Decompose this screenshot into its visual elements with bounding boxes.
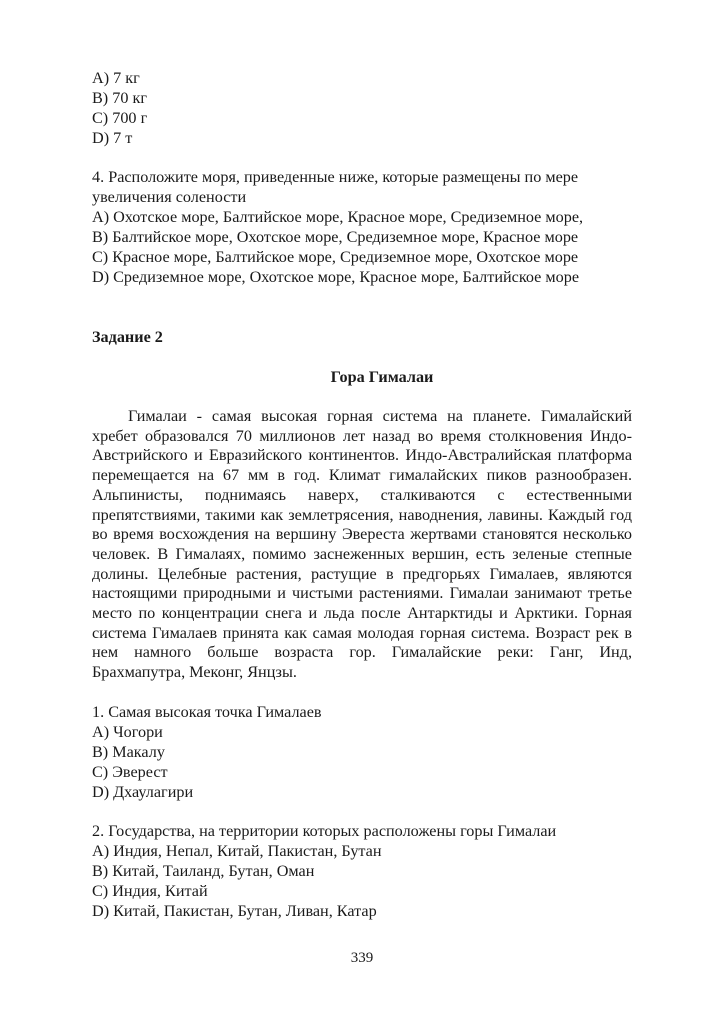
answer-option-a: A) Чогори <box>92 722 163 741</box>
answer-option-c: C) Индия, Китай <box>92 881 208 900</box>
answer-option-d: D) Средиземное море, Охотское море, Красное море, Балтийское море <box>92 268 580 286</box>
answer-option-d: D) Дхаулагири <box>92 782 194 801</box>
question-text: 4. Расположите моря, приведенные ниже, которые размещены по мере <box>92 168 579 186</box>
answer-option-a: A) 7 кг <box>92 69 140 87</box>
answer-option-c: C) Эверест <box>92 762 168 781</box>
question-4 <box>92 167 632 287</box>
article-paragraph: Гималаи - самая высокая горная система на планете. Гималайский хребет образовался 70 миллионов лет назад во время столкновения Индо-Австрийского и Евразийского континентов. Индо-Австралийская платформа перемещается на 67 мм в год. Климат гималайских пиков разнообразен. Альпинисты, поднимаясь наверх, сталкиваются с естественными препятствиями, такими как землетрясения, наводнения, лавины. Каждый год во время восхождения на вершину Эвереста жертвами становятся несколько человек. В Гималаях, помимо заснеженных вершин, есть зеленые степные долины. Целебные растения, растущие в предгорьях Гималаев, являются настоящими природными и чистыми растениями. Гималаи занимают третье место по концентрации снега и льда после Антарктиды и Арктики. Горная система Гималаев принята как самая молодая горная система. Возраст рек в нем намного больше возраста гор. Гималайские реки: Ганг, Инд, Брахмапутра, Меконг, Янцзы. <box>92 407 632 682</box>
answer-option-b: B) Макалу <box>92 742 165 761</box>
question-text: 1. Самая высокая точка Гималаев <box>92 702 322 721</box>
task2-question-1 <box>92 702 632 802</box>
document-page <box>92 68 632 921</box>
answer-option-a: A) Индия, Непал, Китай, Пакистан, Бутан <box>92 841 382 860</box>
question-text-continued: увеличения солености <box>92 188 247 206</box>
answer-option-d: D) Китай, Пакистан, Бутан, Ливан, Катар <box>92 901 377 920</box>
spacer <box>92 148 632 167</box>
task-heading: Задание 2 <box>92 328 163 346</box>
spacer <box>92 287 632 327</box>
answer-option-b: B) Балтийское море, Охотское море, Средиземное море, Красное море <box>92 228 579 246</box>
spacer <box>92 683 632 702</box>
page-number: 339 <box>350 950 374 966</box>
answer-option-c: C) 700 г <box>92 109 148 127</box>
previous-question-options <box>92 68 632 148</box>
task2-question-2 <box>92 821 632 921</box>
answer-option-d: D) 7 т <box>92 129 133 147</box>
answer-option-b: B) 70 кг <box>92 89 147 107</box>
spacer <box>92 802 632 821</box>
question-text: 2. Государства, на территории которых расположены горы Гималаи <box>92 821 557 840</box>
spacer <box>92 387 632 407</box>
answer-option-b: B) Китай, Таиланд, Бутан, Оман <box>92 861 315 880</box>
article-title: Гора Гималаи <box>330 368 434 386</box>
answer-option-a: A) Охотское море, Балтийское море, Красное море, Средиземное море, <box>92 208 584 226</box>
answer-option-c: C) Красное море, Балтийское море, Средиземное море, Охотское море <box>92 248 579 266</box>
spacer <box>92 347 632 367</box>
